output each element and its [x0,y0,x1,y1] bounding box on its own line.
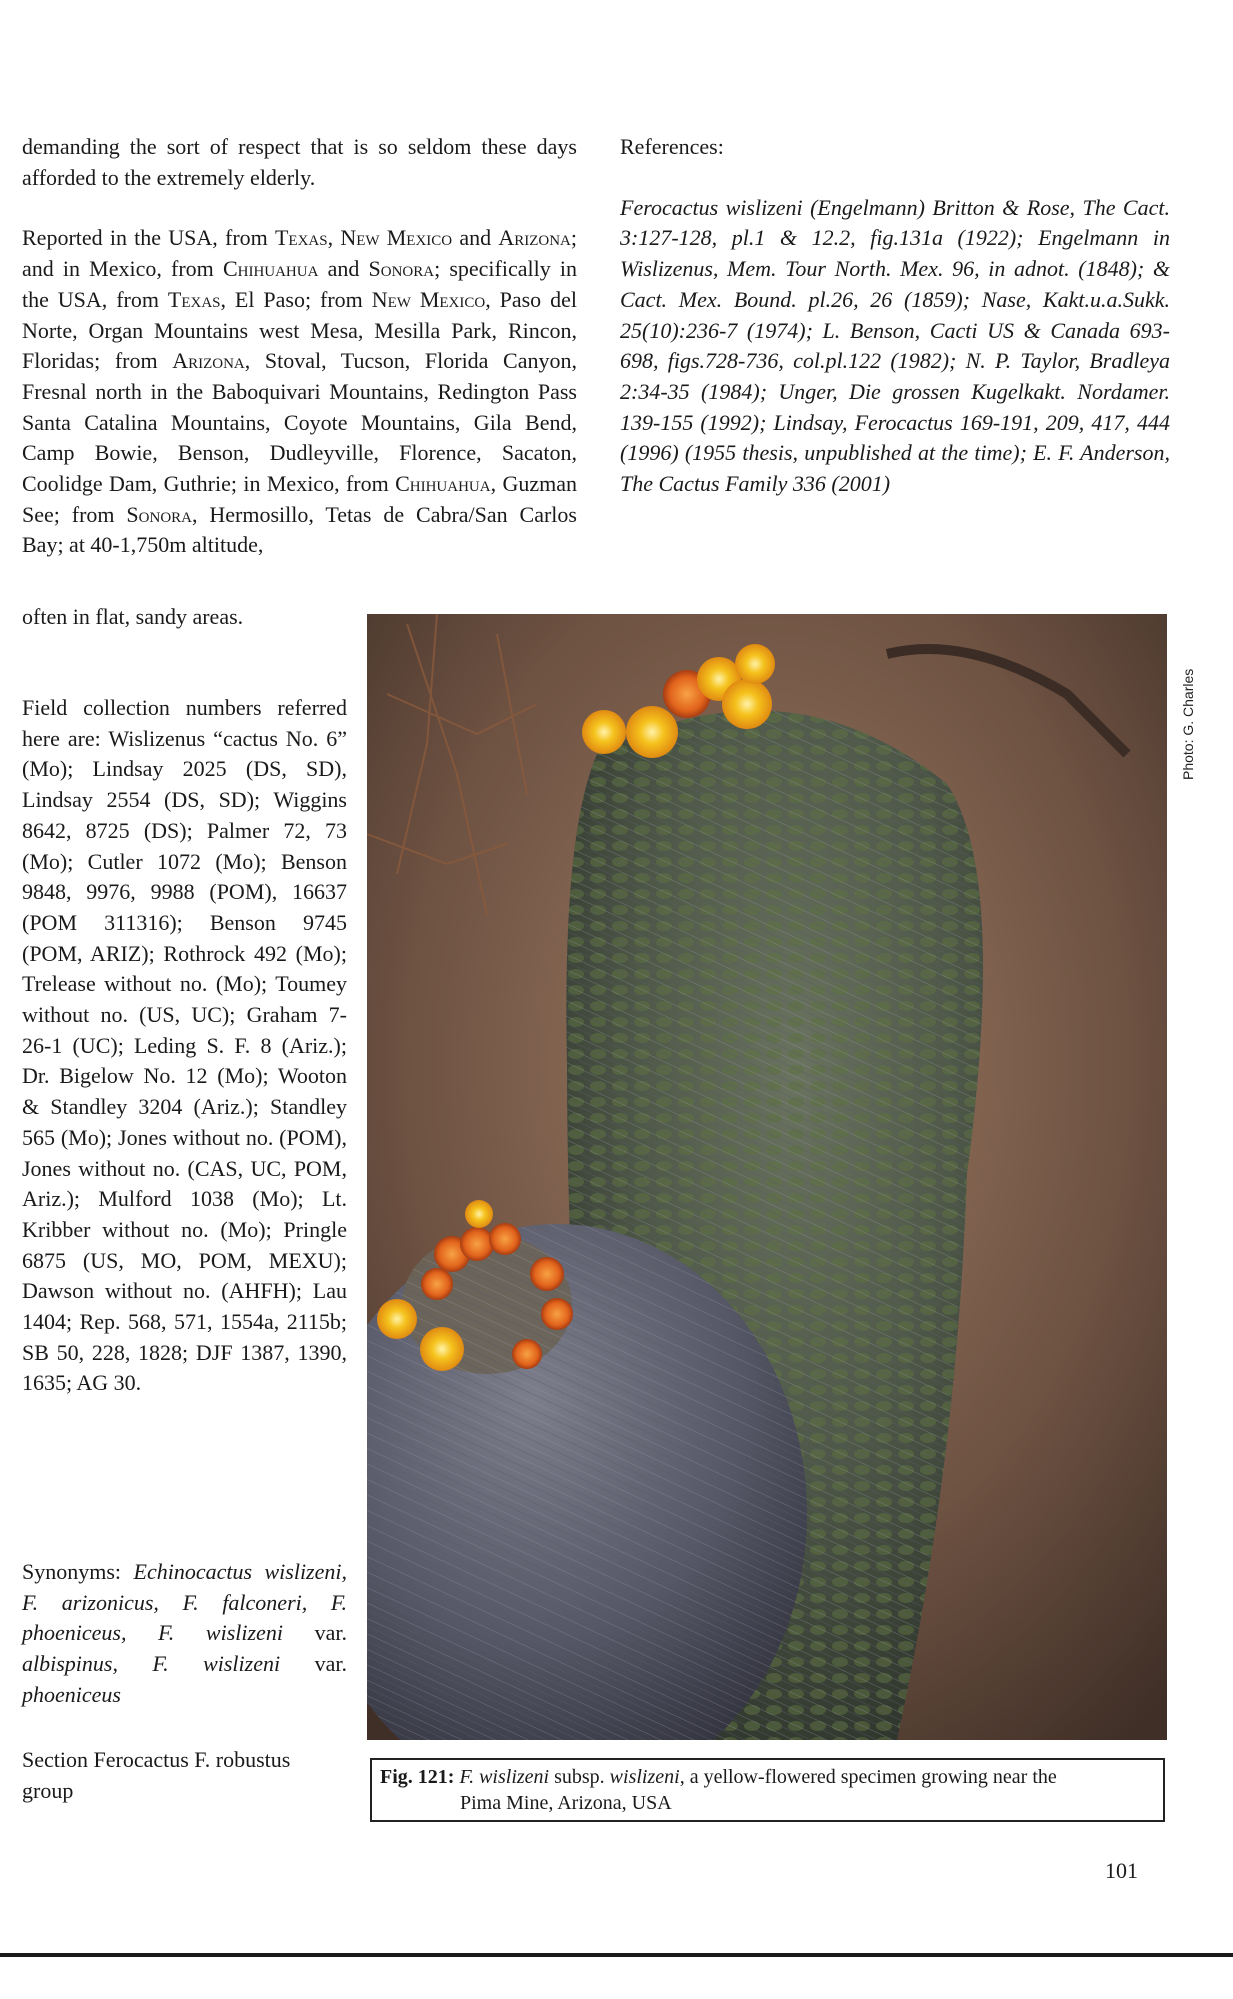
right-column [620,132,1170,500]
synonyms-paragraph: Synonyms: Echinocactus wislizeni, F. arizonicus, F. falconeri, F. phoeniceus, F. wislizeni var. albispinus, F. wislizeni var. phoeniceus [22,1559,347,1707]
intro-paragraph: demanding the sort of respect that is so seldom these days afforded to the extremely elderly. [22,134,577,190]
page-number: 101 [1105,1858,1138,1883]
cactus-photo [367,614,1167,1740]
footer-rule [0,1953,1233,1957]
section-paragraph: Section Ferocactus F. robustus group [22,1747,291,1803]
figure-caption: Fig. 121: F. wislizeni subsp. wislizeni, a yellow-flowered specimen growing near the Pima Mine, Arizona, USA [370,1758,1165,1822]
distribution-last-line: often in flat, sandy areas. [22,604,244,629]
field-collection-paragraph: Field collection numbers referred here are: Wislizenus “cactus No. 6” (Mo); Lindsay 2025 (DS, SD), Lindsay 2554 (DS, SD); Wiggins 8642, 8725 (DS); Palmer 72, 73 (Mo); Cutler 1072 (Mo); Benson 9848, 9976, 9988 (POM), 16637 (POM 311316); Benson 9745 (POM, ARIZ); Rothrock 492 (Mo); Trelease without no. (Mo); Toumey without no. (US, UC); Graham 7-26-1 (UC); Leding S. F. 8 (Ariz.); Dr. Bigelow No. 12 (Mo); Wooton & Standley 3204 (Ariz.); Standley 565 (Mo); Jones without no. (POM), Jones without no. (CAS, UC, POM, Ariz.); Mulford 1038 (Mo); Lt. Kribber without no. (Mo); Pringle 6875 (US, MO, POM, MEXU); Dawson without no. (AHFH); Lau 1404; Rep. 568, 571, 1554a, 2115b; SB 50, 228, 1828; DJF 1387, 1390, 1635; AG 30. [22,695,347,1396]
references-heading: References: [620,134,724,159]
references-text: Ferocactus wislizeni (Engelmann) Britton & Rose, The Cact. 3:127-128, pl.1 & 12.2, fig.131a (1922); Engelmann in Wislizenus, Mem. Tour North. Mex. 96, in adnot. (1848); & Cact. Mex. Bound. pl.26, 26 (1859); Nase, Kakt.u.a.Sukk. 25(10):236-7 (1974); L. Benson, Cacti US & Canada 693-698, figs.728-736, col.pl.122 (1982); N. P. Taylor, Bradleya 2:34-35 (1984); Unger, Die grossen Kugelkakt. Nordamer. 139-155 (1992); Lindsay, Ferocactus 169-191, 209, 417, 444 (1996) (1955 thesis, unpublished at the time); E. F. Anderson, The Cactus Family 336 (2001) [620,194,1170,497]
distribution-paragraph: Reported in the USA, from Texas, New Mexico and Arizona; and in Mexico, from Chihuahua and Sonora; specifically in the USA, from Texas, El Paso; from New Mexico, Paso del Norte, Organ Mountains west Mesa, Mesilla Park, Rincon, Floridas; from Arizona, Stoval, Tucson, Florida Canyon, Fresnal north in the Baboquivari Mountains, Redington Pass Santa Catalina Mountains, Coyote Mountains, Gila Bend, Camp Bowie, Benson, Dudleyville, Florence, Sacaton, Coolidge Dam, Guthrie; in Mexico, from Chihuahua, Guzman See; from Sonora, Hermosillo, Tetas de Cabra/San Carlos Bay; at 40-1,750m altitude, [22,225,578,558]
photo-credit: Photo: G. Charles [1180,668,1196,780]
left-column [22,132,577,561]
